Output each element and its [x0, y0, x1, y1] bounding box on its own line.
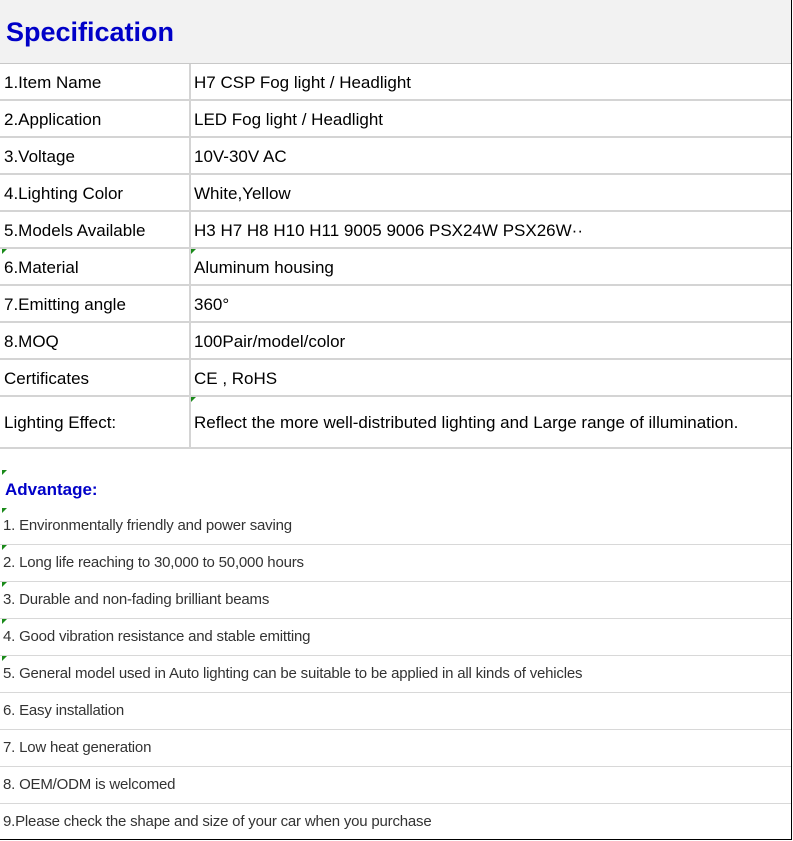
spec-label: 3.Voltage — [4, 147, 75, 166]
spec-row-moq — [0, 323, 791, 360]
spec-label: Certificates — [4, 369, 90, 388]
advantage-item — [0, 804, 791, 841]
advantage-title: Advantage: — [5, 480, 98, 499]
spec-header — [0, 0, 791, 64]
advantage-text: 3. Durable and non-fading brilliant beams — [3, 591, 270, 608]
advantage-text: 5. General model used in Auto lighting can be suitable to be applied in all kinds of vehicles — [3, 665, 583, 682]
advantage-text: 9.Please check the shape and size of your car when you purchase — [3, 813, 432, 830]
spec-row-certificates — [0, 360, 791, 397]
spec-value: H7 CSP Fog light / Headlight — [194, 73, 412, 92]
spec-row-models-available — [0, 212, 791, 249]
spec-value: H3 H7 H8 H10 H11 9005 9006 PSX24W PSX26W·· — [194, 221, 583, 240]
spec-value: White,Yellow — [194, 184, 291, 203]
advantage-text: 6. Easy installation — [3, 702, 125, 719]
advantage-item — [0, 508, 791, 545]
spec-row-emitting-angle — [0, 286, 791, 323]
advantage-text: 7. Low heat generation — [3, 739, 152, 756]
advantage-item — [0, 693, 791, 730]
cell-marker — [2, 249, 7, 254]
advantage-text: 1. Environmentally friendly and power saving — [3, 517, 292, 534]
cell-marker — [2, 656, 7, 661]
spec-row-voltage — [0, 138, 791, 175]
spec-label: 8.MOQ — [4, 332, 59, 351]
spec-value: Aluminum housing — [194, 258, 334, 277]
cell-marker — [2, 545, 7, 550]
spec-value: CE , RoHS — [194, 369, 278, 388]
advantage-item — [0, 619, 791, 656]
advantage-text: 8. OEM/ODM is welcomed — [3, 776, 176, 793]
cell-marker — [2, 582, 7, 587]
spec-row-lighting-color — [0, 175, 791, 212]
cell-marker — [191, 397, 196, 402]
cell-marker — [2, 619, 7, 624]
advantage-item — [0, 767, 791, 804]
column-divider — [189, 64, 191, 449]
advantage-text: 4. Good vibration resistance and stable emitting — [3, 628, 311, 645]
advantage-item — [0, 545, 791, 582]
spec-value: 360° — [194, 295, 230, 314]
spec-row-material — [0, 249, 791, 286]
spec-row-application — [0, 101, 791, 138]
spec-label: 7.Emitting angle — [4, 295, 126, 314]
cell-marker — [191, 249, 196, 254]
spec-label: 2.Application — [4, 110, 102, 129]
advantage-item — [0, 656, 791, 693]
advantage-item — [0, 582, 791, 619]
spec-row-item-name — [0, 64, 791, 101]
spec-label: Lighting Effect: — [4, 413, 117, 432]
spec-row-lighting-effect — [0, 397, 791, 449]
spec-title: Specification — [6, 17, 175, 47]
spec-label: 5.Models Available — [4, 221, 146, 240]
spec-value: 100Pair/model/color — [194, 332, 346, 351]
advantage-text: 2. Long life reaching to 30,000 to 50,000 hours — [3, 554, 304, 571]
spec-label: 1.Item Name — [4, 73, 102, 92]
spec-label: 6.Material — [4, 258, 79, 277]
cell-marker — [2, 470, 7, 475]
advantage-item — [0, 730, 791, 767]
cell-marker — [2, 508, 7, 513]
spec-value: Reflect the more well-distributed lighting and Large range of illumination. — [194, 413, 739, 432]
spec-label: 4.Lighting Color — [4, 184, 124, 203]
spec-value: 10V-30V AC — [194, 147, 287, 166]
spec-value: LED Fog light / Headlight — [194, 110, 383, 129]
